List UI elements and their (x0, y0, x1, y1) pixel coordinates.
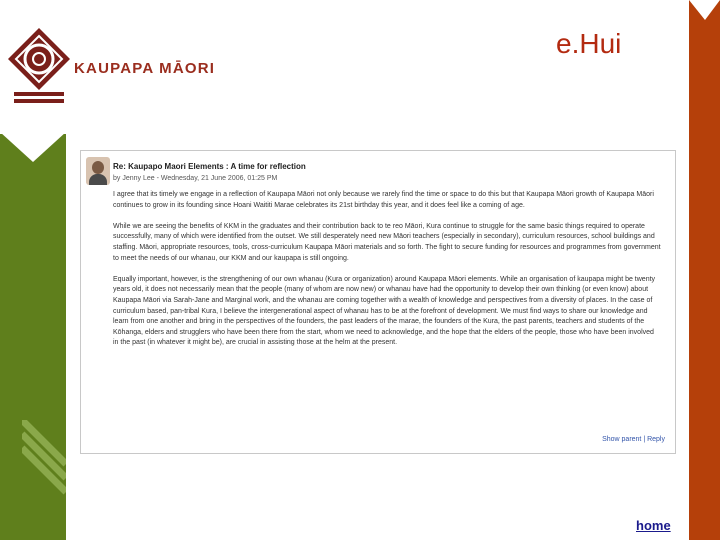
post-paragraph: While we are seeing the benefits of KKM in the graduates and their contribution back to te reo Māori, Kura continue to struggle for the same basic things required to operate successfully, many of which were identified from the outset. We still desperately need new Māori teachers (especially in secondary), curriculum resources, school buildings and staffing. Māori, appropriate resources, tools, cross-curriculum Kaupapa Māori materials and so forth. The fight to secure funding for resources and programmes from government to meet the needs of our whanau, our KKM and our kaupapa is still ongoing. (113, 222, 661, 262)
post-title: Re: Kaupapo Maori Elements : A time for reflection (113, 162, 306, 171)
right-orange-bar (689, 0, 720, 540)
page-title: e.Hui (556, 28, 622, 59)
post-meta: by Jenny Lee - Wednesday, 21 June 2006, 01:25 PM (113, 175, 278, 182)
avatar (86, 157, 110, 185)
left-bar-notch (0, 132, 66, 162)
post-paragraph: Equally important, however, is the strengthening of our own whanau (Kura or organization) around Kaupapa Māori elements. While an organisation of kaupapa might be twenty years old, it does not necessarily mean that the people (many of whom are now new) or whanau have had the opportunity to develop their own thinking (or even know) about Kaupapa Māori via Sarah-Jane and Marginal work, and the whanau are coming together with a wealth of knowledge and perspectives from a diversity of places. In the case of curriculum based, pan-tribal Kura, I believe the intergenerational aspect of whanau has to be at the forefront of development. We must find ways to share our knowledge and learn from one another and bring in the perspectives of the founders, the past leaders of the marae, the founders of the Kura, the past parents, teachers and students of the Kōhanga, elders and strugglers who have been there from the start, whom we need to acknowledge, and the hope that the elders of the people, those who have been involved in the past (in whatever it might be), are crucial in assisting those at the helm at the present. (113, 275, 656, 347)
post-paragraph: I agree that its timely we engage in a reflection of Kaupapa Māori not only because we rarely find the time or space to do this but that Kaupapa Māori growth of Kaupapa Māori continues to grow in its founding since Hoani Waititi Marae celebrates its 21st birthday this year, and it does feel like a coming of age. (113, 191, 654, 209)
forum-post (80, 150, 676, 454)
right-bar-notch (689, 0, 720, 20)
post-body (113, 190, 661, 360)
home-link[interactable]: home (636, 518, 671, 533)
diagonal-stripes-decoration (22, 420, 66, 510)
post-action-links[interactable]: Show parent | Reply (602, 436, 665, 443)
brand-name: KAUPAPA MĀORI (74, 60, 216, 77)
kaupapa-maori-logo (8, 28, 70, 106)
